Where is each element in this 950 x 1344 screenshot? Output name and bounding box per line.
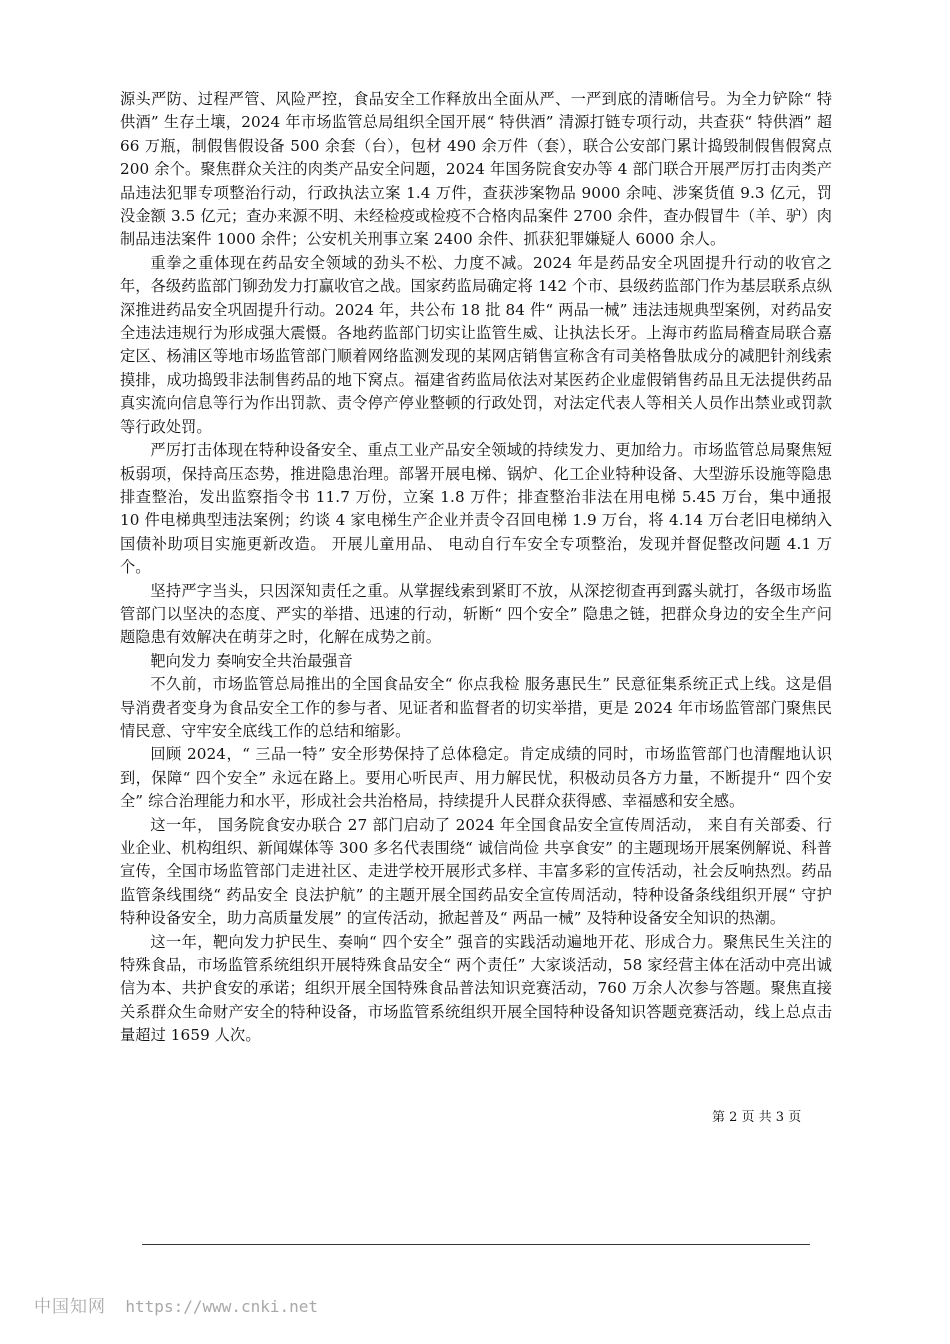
watermark bbox=[34, 1292, 318, 1317]
document-body bbox=[120, 88, 832, 1048]
paragraph-continued: 源头严防、过程严管、风险严控，食品安全工作释放出全面从严、一严到底的清晰信号。为全力铲除“ 特供酒” 生存土壤，2024 年市场监管总局组织全国开展“ 特供酒” 清源打链专项行动，共查获“ 特供酒” 超 66 万瓶，制假售假设备 500 余套（台），包材 490 余万件（套），联合公安部门累计捣毁制假售假窝点 200 余个。聚焦群众关注的肉类产品安全问题，2024 年国务院食安办等 4 部门联合开展严厉打击肉类产品违法犯罪专项整治行动，行政执法立案 1.4 万件，查获涉案物品 9000 余吨、涉案货值 9.3 亿元，罚没金额 3.5 亿元；查办来源不明、未经检疫或检疫不合格肉品案件 2700 余件，查办假冒牛（羊、驴）肉制品违法案件 1000 余件；公安机关刑事立案 2400 余件、抓获犯罪嫌疑人 6000 余人。 bbox=[120, 90, 832, 249]
watermark-site-name: 中国知网 bbox=[34, 1297, 106, 1317]
footer-divider bbox=[142, 1244, 810, 1245]
paragraph-review-2024: 回顾 2024，“ 三品一特” 安全形势保持了总体稳定。肯定成绩的同时，市场监管部门也清醒地认识到，保障“ 四个安全” 永远在路上。要用心听民声、用力解民忧，积极动员各方力量，不断提升“ 四个安全” 综合治理能力和水平，形成社会共治格局，持续提升人民群众获得感、幸福感和安全感。 bbox=[120, 745, 832, 811]
paragraph-drug-safety: 重拳之重体现在药品安全领域的劲头不松、力度不减。2024 年是药品安全巩固提升行动的收官之年，各级药监部门铆劲发力打赢收官之战。国家药监局确定将 142 个市、县级药监部门作为基层联系点纵深推进药品安全巩固提升行动。2024 年，共公布 18 批 84 件“ 两品一械” 违法违规典型案例，对药品安全违法违规行为形成强大震慑。各地药监部门切实让监管生威、让执法长牙。上海市药监局稽查局联合嘉定区、杨浦区等地市场监管部门顺着网络监测发现的某网店销售宣称含有司美格鲁肽成分的减肥针剂线索摸排，成功捣毁非法制售药品的地下窝点。福建省药监局依法对某医药企业虚假销售药品且无法提供药品真实流向信息等行为作出罚款、责令停产停业整顿的行政处罚，对法定代表人等相关人员作出禁业或罚款等行政处罚。 bbox=[120, 253, 832, 436]
paragraph-special-equipment: 严厉打击体现在特种设备安全、重点工业产品安全领域的持续发力、更加给力。市场监管总局聚焦短板弱项，保持高压态势，推进隐患治理。部署开展电梯、锅炉、化工企业特种设备、大型游乐设施等隐患排查整治，发出监察指令书 11.7 万份，立案 1.8 万件；排查整治非法在用电梯 5.45 万台，集中通报 10 件电梯典型违法案例；约谈 4 家电梯生产企业并责令召回电梯 1.9 万台，将 4.14 万台老旧电梯纳入国债补助项目实施更新改造。 开展儿童用品、 电动自行车安全专项整治，发现并督促整改问题 4.1 万个。 bbox=[120, 441, 832, 577]
paragraph-public-opinion-system: 不久前，市场监管总局推出的全国食品安全“ 你点我检 服务惠民生” 民意征集系统正式上线。这是倡导消费者变身为食品安全工作的参与者、见证者和监督者的切实举措，更是 2024 年市场监管部门聚焦民情民意、守牢安全底线工作的总结和缩影。 bbox=[120, 675, 832, 740]
paragraph-targeted-efforts: 这一年，靶向发力护民生、奏响“ 四个安全” 强音的实践活动遍地开花、形成合力。聚焦民生关注的特殊食品，市场监管系统组织开展特殊食品安全“ 两个责任” 大家谈活动，58 家经营主体在活动中亮出诚信为本、共护食安的承诺；组织开展全国特殊食品普法知识竞赛活动，760 万余人次参与答题。聚焦直接关系群众生命财产安全的特种设备，市场监管系统组织开展全国特种设备知识答题竞赛活动，线上总点击量超过 1659 人次。 bbox=[120, 932, 832, 1045]
paragraph-publicity-week: 这一年， 国务院食安办联合 27 部门启动了 2024 年全国食品安全宣传周活动， 来自有关部委、行业企业、机构组织、新闻媒体等 300 多名代表围绕“ 诚信尚俭 共享食安” 的主题现场开展案例解说、科普宣传，全国市场监管部门走进社区、走进学校开展形式多样、丰富多彩的宣传活动，社会反响热烈。药品监管条线围绕“ 药品安全 良法护航” 的主题开展全国药品安全宣传周活动，特种设备条线组织开展“ 守护特种设备安全，助力高质量发展” 的宣传活动，掀起普及“ 两品一械” 及特种设备安全知识的热潮。 bbox=[120, 815, 832, 928]
page-number: 第 2 页 共 3 页 bbox=[712, 1110, 802, 1125]
watermark-site-url: https://www.cnki.net bbox=[125, 1297, 319, 1316]
section-heading: 靶向发力 奏响安全共治最强音 bbox=[150, 651, 353, 670]
paragraph-strict-responsibility: 坚持严字当头，只因深知责任之重。从掌握线索到紧盯不放，从深挖彻查再到露头就打，各级市场监管部门以坚决的态度、严实的举措、迅速的行动，斩断“ 四个安全” 隐患之链，把群众身边的安全生产问题隐患有效解决在萌芽之时，化解在成势之前。 bbox=[120, 581, 832, 647]
